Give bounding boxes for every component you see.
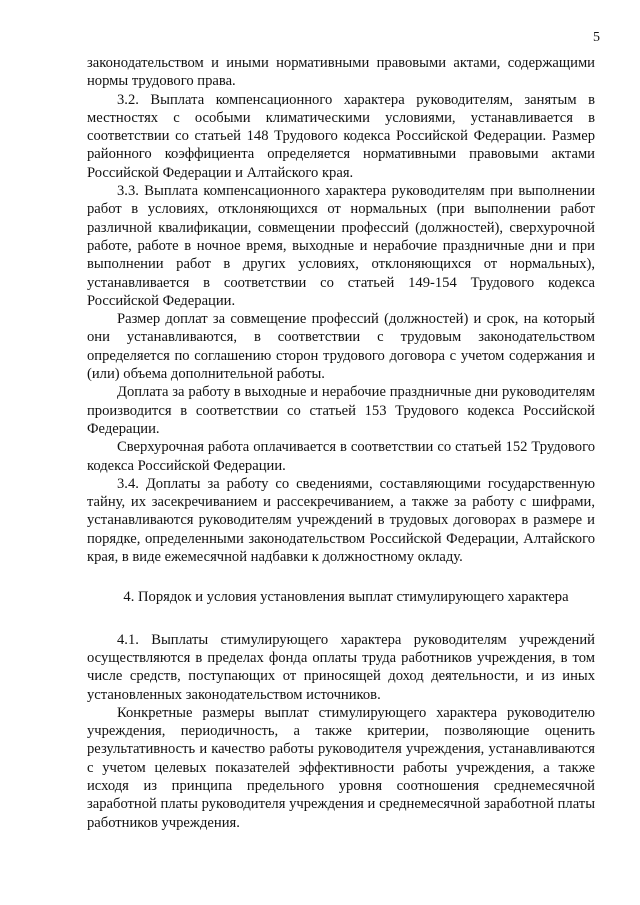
- section-heading-4: 4. Порядок и условия установления выплат стимулирующего характера: [123, 589, 569, 606]
- paragraph-combination-pay: Размер доплат за совмещение профессий (должностей) и срок, на который они устанавливаются, в соответствии с трудовым законодательством определяется по соглашению сторон трудового договора с учетом содержания и (или) объема дополнительной работы.: [87, 311, 595, 383]
- paragraph-3-3: 3.3. Выплата компенсационного характера руководителям при выполнении работ в условиях, отклоняющихся от нормальных (при выполнении работ различной квалификации, совмещении профессий (должностей), сверхурочной работе, работе в ночное время, выходные и нерабочие праздничные дни и при выполнении работ в других условиях, отклоняющихся от нормальных), устанавливается в соответствии со статьей 149-154 Трудового кодекса Российской Федерации.: [87, 183, 595, 309]
- paragraph-3-4: 3.4. Доплаты за работу со сведениями, составляющими государственную тайну, их засекречиванием и рассекречиванием, а также за работу с шифрами, устанавливаются руководителям учреждений в трудовых договорах в размере и порядке, определенными законодательством Российской Федерации, Алтайского края, в виде ежемесячной надбавки к должностному окладу.: [87, 475, 595, 566]
- paragraph-continuation: законодательством и иными нормативными правовыми актами, содержащими нормы трудового права.: [87, 55, 595, 90]
- paragraph-holiday-pay: Доплата за работу в выходные и нерабочие праздничные дни руководителям производится в соответствии со статьей 153 Трудового кодекса Российской Федерации.: [87, 384, 595, 437]
- paragraph-specific-amounts: Конкретные размеры выплат стимулирующего характера руководителю учреждения, периодичность, а также критерии, позволяющие оценить результативность и качество работы руководителя учреждения, устанавливаются с учетом целевых показателей эффективности работы учреждения, а также исходя из принципа предельного уровня соотношения среднемесячной заработной платы руководителя учреждения и среднемесячной заработной платы работников учреждения.: [87, 704, 595, 831]
- paragraph-3-2: 3.2. Выплата компенсационного характера руководителям, занятым в местностях с особыми климатическими условиями, устанавливается в соответствии со статьей 148 Трудового кодекса Российской Федерации. Размер районного коэффициента определяется нормативными правовыми актами Российской Федерации и Алтайского края.: [87, 91, 595, 181]
- document-body: [87, 54, 595, 832]
- paragraph-4-1: 4.1. Выплаты стимулирующего характера руководителям учреждений осуществляются в пределах фонда оплаты труда работников учреждения, в том числе средств, поступающих от приносящей доход деятельности, и из иных установленных законодательством источников.: [87, 631, 595, 703]
- paragraph-overtime-pay: Сверхурочная работа оплачивается в соответствии со статьей 152 Трудового кодекса Российской Федерации.: [87, 439, 595, 474]
- page-number: 5: [593, 30, 600, 45]
